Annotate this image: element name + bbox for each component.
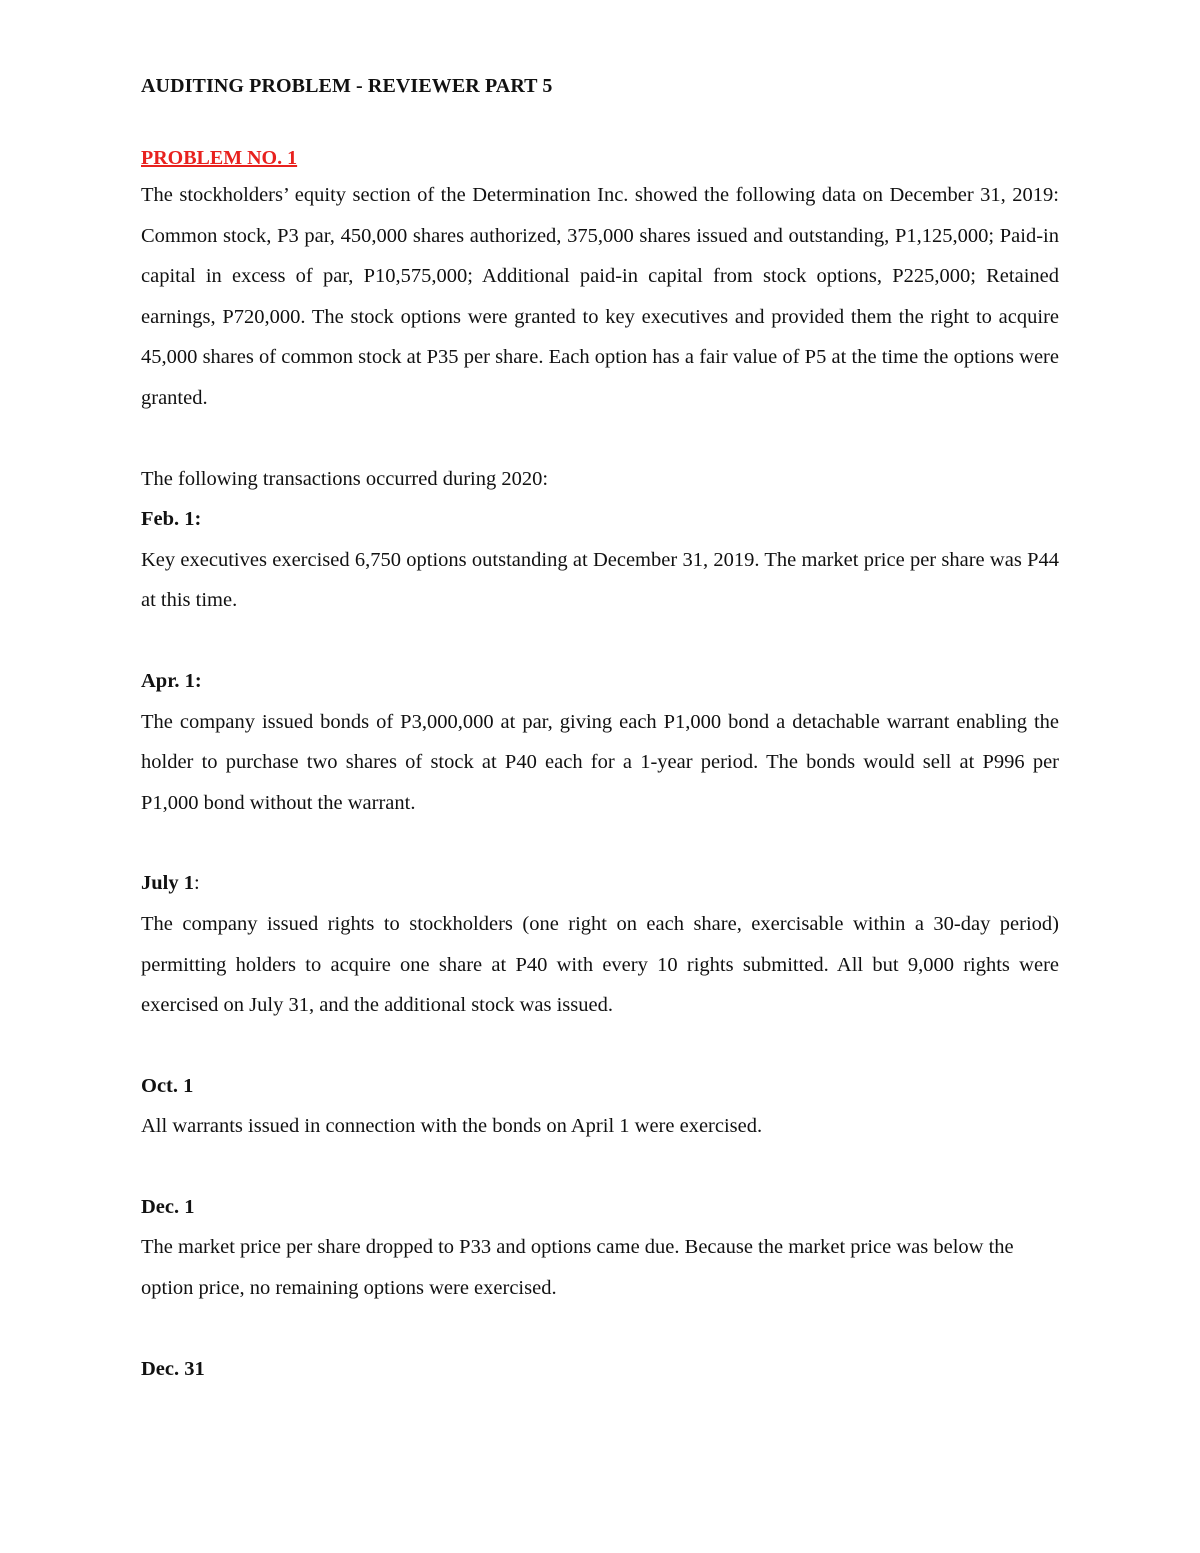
problem-heading: PROBLEM NO. 1 — [141, 147, 298, 169]
transaction-apr-1 — [141, 661, 1059, 823]
transaction-text: The company issued bonds of P3,000,000 at par, giving each P1,000 bond a detachable warrant enabling the holder to purchase two shares of stock at P40 each for a 1-year period. The bonds would sell at P996 per P1,000 bond without the warrant. — [141, 710, 1059, 814]
transaction-date: Apr. 1: — [141, 669, 202, 692]
document-title: AUDITING PROBLEM - REVIEWER PART 5 — [141, 75, 553, 97]
transaction-text: Key executives exercised 6,750 options outstanding at December 31, 2019. The market price per share was P44 at this time. — [141, 548, 1059, 612]
transaction-text: The company issued rights to stockholders (one right on each share, exercisable within a 30-day period) permitting holders to acquire one share at P40 with every 10 rights submitted. All but 9,000 rights were exercised on July 31, and the additional stock was issued. — [141, 912, 1059, 1017]
transaction-text: The market price per share dropped to P33 and options came due. Because the market price was below the option price, no remaining options were exercised. — [141, 1236, 1014, 1300]
transaction-text: All warrants issued in connection with the bonds on April 1 were exercised. — [141, 1115, 763, 1138]
transaction-date-row — [141, 863, 1059, 904]
intro-paragraph: The stockholders’ equity section of the Determination Inc. showed the following data on December 31, 2019: Common stock, P3 par, 450,000 shares authorized, 375,000 shares issued and outstanding, P1,125,000; Paid-in capital in excess of par, P10,575,000; Additional paid-in capital from stock options, P225,000; Retained earnings, P720,000. The stock options were granted to key executives and provided them the right to acquire 45,000 shares of common stock at P35 per share. Each option has a fair value of P5 at the time the options were granted. — [141, 184, 1059, 409]
transaction-date: Dec. 31 — [141, 1357, 205, 1380]
transaction-dec-1 — [141, 1187, 1059, 1309]
document-page — [141, 72, 1059, 1389]
transaction-date-suffix: : — [193, 872, 200, 895]
transaction-date: Dec. 1 — [141, 1195, 195, 1218]
transaction-feb-1 — [141, 499, 1059, 621]
transaction-oct-1 — [141, 1066, 1059, 1147]
transactions-intro: The following transactions occurred during 2020: — [141, 467, 549, 490]
transaction-date: Feb. 1: — [141, 508, 202, 531]
transaction-dec-31 — [141, 1349, 1059, 1390]
transaction-date: July 1 — [141, 872, 194, 895]
transaction-july-1 — [141, 863, 1059, 1025]
transaction-date: Oct. 1 — [141, 1074, 194, 1097]
